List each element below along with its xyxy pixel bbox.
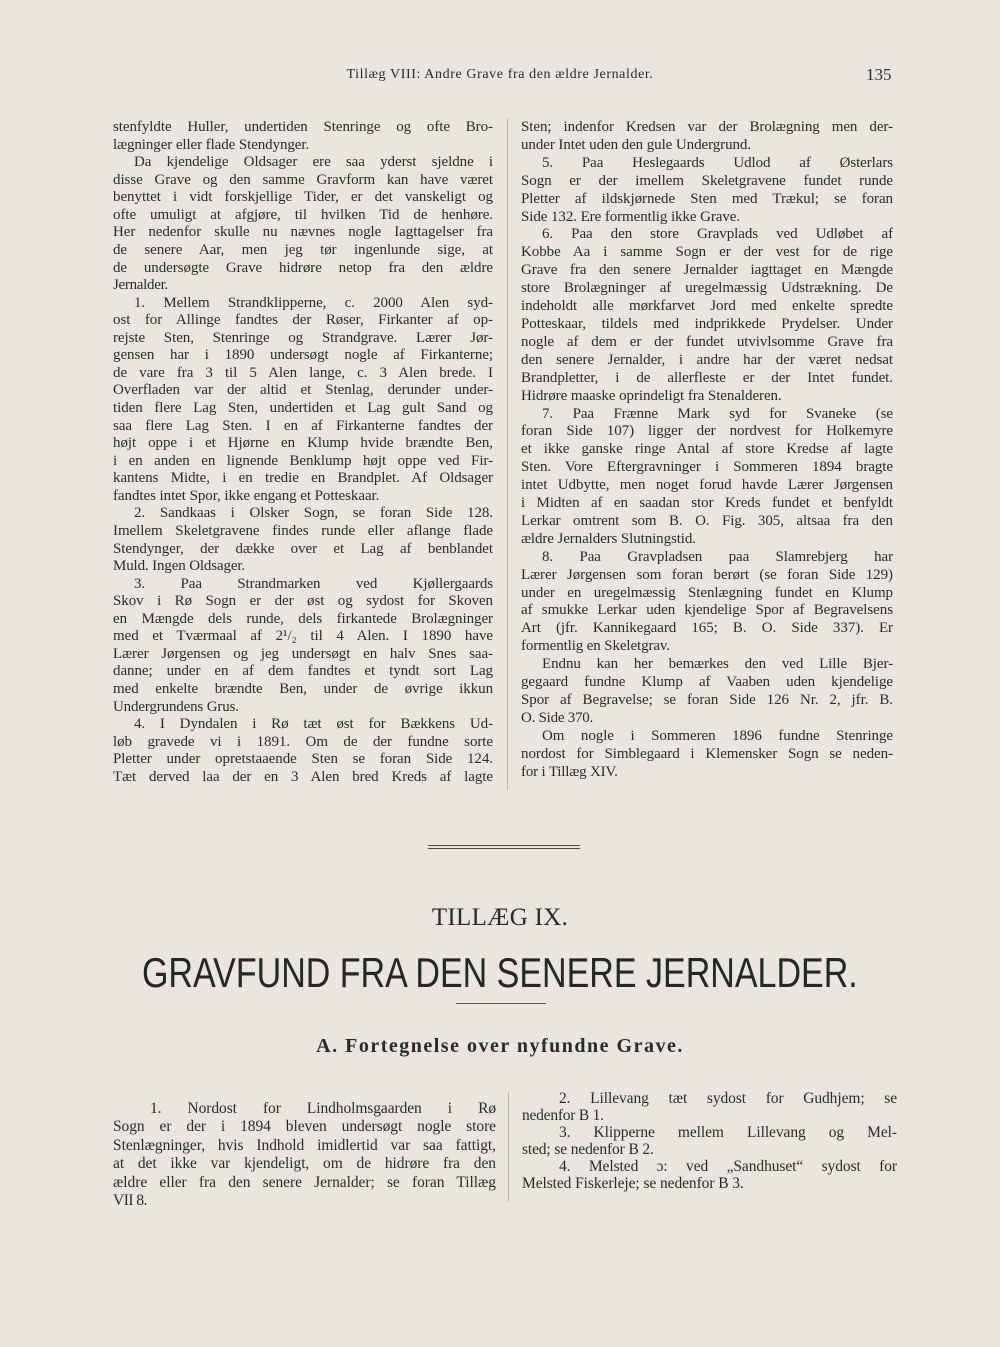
- text-line: 4. Melsted ɔ: ved „Sandhuset“ sydost for: [559, 1158, 897, 1175]
- text-line: Sten; indenfor Kredsen var der Brolægning men der-: [521, 119, 893, 135]
- text-line: højt oppe i et Hjørne en Klump hvide brændte Ben,: [113, 435, 493, 452]
- text-line: 2. Sandkaas i Olsker Sogn, se foran Side 128.: [134, 505, 493, 522]
- text-line: et ikke ganske ringe Antal af store Kredse af lagte: [521, 441, 893, 458]
- title-rule: [456, 1003, 546, 1004]
- paragraph: [113, 716, 493, 786]
- text-line: Lerkar omtrent som B. O. Fig. 305, altsaa fra den: [521, 512, 893, 529]
- text-line: med enkelte brændte Ben, under de øvrige ikkun: [113, 681, 493, 697]
- text-line: ofte umuligt at afgjøre, til hvilken Tid de henhøre.: [113, 206, 493, 223]
- text-line: Sogn er der i 1894 bleven undersøgt nogle store: [113, 1118, 496, 1136]
- text-line: Her nedenfor skulle nu nævnes nogle Iagttagelser fra: [113, 224, 493, 241]
- text-line: under en uregelmæssig Stenlægning fundet en Klump: [521, 584, 893, 601]
- text-line: sted; se nedenfor B 2.: [522, 1141, 654, 1158]
- text-line: Potteskaar, tildels med indprikkede Prydelser. Under: [521, 315, 893, 332]
- text-line: for i Tillæg XIV.: [521, 763, 618, 780]
- text-line: 3. Klipperne mellem Lillevang og Mel-: [559, 1124, 897, 1141]
- text-line: Side 132. Ere formentlig ikke Grave.: [521, 208, 741, 225]
- text-line: under Intet uden den gule Undergrund.: [521, 136, 751, 153]
- text-line: Melsted Fiskerleje; se nedenfor B 3.: [522, 1175, 744, 1192]
- text-line: Brandpletter, i de allerfleste er der Intet fundet.: [521, 369, 893, 386]
- text-line: Muld. Ingen Oldsager.: [113, 558, 245, 575]
- text-line: Jernalder.: [113, 277, 168, 294]
- text-line: gegaard fundne Klump af Vaaben uden kjendelige: [521, 674, 893, 691]
- text-line: 2. Lillevang tæt sydost for Gudhjem; se: [559, 1090, 897, 1107]
- paragraph: [522, 1158, 897, 1192]
- text-line: Pletter under opretstaaende Sten se foran Side 124.: [113, 751, 493, 768]
- text-line: Pletter af ildskjørnede Sten med Trækul; se foran: [521, 190, 893, 207]
- text-line: den senere Jernalder, i andre har der været nedsat: [521, 351, 893, 368]
- appendix-label: TILLÆG IX.: [431, 904, 569, 931]
- appendix-title: GRAVFUND FRA DEN SENERE JERNALDER.: [142, 949, 858, 996]
- text-line: at det ikke var kjendeligt, om de hidrøre fra den: [113, 1155, 496, 1173]
- text-line: indeholdt alle mørkfarvet Jord med enkelte spredte: [521, 298, 893, 315]
- text-line: de vare fra 3 til 5 Alen lange, c. 3 Alen brede. I: [113, 364, 493, 381]
- text-line: Sogn er der imellem Skeletgravene fundet runde: [521, 172, 893, 189]
- text-line: i en anden en lignende Benklump højt oppe ved Fir-: [113, 452, 493, 469]
- page-number: 135: [866, 65, 892, 84]
- text-line: nedenfor B 1.: [522, 1107, 604, 1124]
- text-line: rejste Sten, Stenringe og Strandgrave. Lærer Jør-: [113, 329, 493, 346]
- text-line: Undergrundens Grus.: [113, 698, 239, 715]
- text-line: i Midten af en saadan stor Kreds fundet et benfyldt: [521, 495, 893, 512]
- text-line: Grave fra den senere Jernalder iagttaget en Mængde: [521, 262, 893, 279]
- running-title: Tillæg VIII: Andre Grave fra den ældre Jernalder.: [346, 67, 654, 82]
- text-line: Stenlægninger, hvis Indhold imidlertid var saa fattigt,: [113, 1136, 496, 1154]
- section-a-right-column: [522, 1090, 897, 1192]
- text-line: af smukke Lerkar uden kjendelige Spor af Begravelsens: [521, 602, 893, 619]
- text-line: fandtes intet Spor, ikke engang et Potteskaar.: [113, 487, 380, 504]
- text-line: saa flere Lag Sten. I en af Firkanterne fandtes der: [113, 417, 493, 434]
- text-line: danne; under en af dem fandtes et tyndt sort Lag: [113, 663, 493, 680]
- paragraph: [113, 154, 493, 295]
- left-text-column: [113, 119, 493, 786]
- paragraph: [521, 656, 893, 728]
- text-line: Hidrøre maaske oprindeligt fra Stenalderen.: [521, 387, 782, 404]
- text-line: de undersøgte Grave hidrøre netop fra den ældre: [113, 259, 493, 276]
- paragraph: [113, 505, 493, 575]
- text-line: Endnu kan her bemærkes den ved Lille Bjer-: [542, 656, 893, 673]
- text-line: 6. Paa den store Gravplads ved Udløbet af: [542, 226, 893, 243]
- text-line: nordost for Simblegaard i Klemensker Sogn se neden-: [521, 745, 893, 762]
- text-line: tiden flere Lag Sten, undertiden et Lag gult Sand og: [113, 400, 493, 416]
- text-line: ældre Jernalders Slutningstid.: [521, 530, 696, 547]
- text-line: 7. Paa Frænne Mark syd for Svaneke (se: [542, 405, 893, 422]
- text-line: intet Udbytte, men noget forud havde Lærer Jørgensen: [521, 477, 893, 494]
- text-line: nogle af dem er der fundet utvivlsomme Grave fra: [521, 333, 893, 350]
- text-line: 5. Paa Heslegaards Udlod af Østerlars: [542, 154, 893, 171]
- text-line: Lærer Jørgensen som foran berørt (se foran Side 129): [521, 566, 893, 583]
- paragraph: [521, 119, 893, 155]
- text-line: foran Side 107) ligger der nordvest for Holkemyre: [521, 423, 893, 440]
- column-divider: [507, 118, 508, 790]
- text-line: stenfyldte Huller, undertiden Stenringe og ofte Bro-: [113, 119, 493, 135]
- text-line: løb gravede vi i 1891. Om de der fundne sorte: [113, 733, 493, 750]
- paragraph: [521, 226, 893, 405]
- paragraph: [522, 1124, 897, 1158]
- paragraph: [521, 155, 893, 227]
- text-line: VII 8.: [113, 1192, 148, 1210]
- text-line: Art (jfr. Kannikegaard 165; B. O. Side 337). Er: [521, 620, 893, 637]
- text-line: lægninger eller flade Stendynger.: [113, 136, 310, 153]
- text-line: med et Tværmaal af 2¹/₂ til 4 Alen. I 1890 have: [113, 628, 493, 645]
- text-line: ældre eller fra den senere Jernalder; se foran Tillæg: [113, 1173, 496, 1191]
- text-line: gensen har i 1890 undersøgt nogle af Firkanterne;: [113, 347, 493, 364]
- text-line: Stendynger, der dække over et Lag af benblandet: [113, 540, 493, 557]
- section-heading: A. Fortegnelse over nyfundne Grave.: [316, 1035, 684, 1057]
- paragraph: [521, 549, 893, 656]
- text-line: Lærer Jørgensen og jeg undersøgt en halv Snes saa-: [113, 645, 493, 662]
- text-line: 3. Paa Strandmarken ved Kjøllergaards: [134, 575, 493, 592]
- text-line: de senere Aar, men jeg tør ingenlunde sige, at: [113, 241, 493, 258]
- text-line: benyttet i vidt forskjellige Tider, er det vanskeligt og: [113, 189, 493, 206]
- paragraph: [113, 119, 493, 154]
- text-line: Imellem Skeletgravene findes runde eller aflange flade: [113, 522, 493, 539]
- text-line: formentlig en Skeletgrav.: [521, 638, 670, 655]
- text-line: Kobbe Aa i samme Sogn er der vest for de rige: [521, 244, 893, 261]
- paragraph: [113, 1100, 496, 1210]
- text-line: Da kjendelige Oldsager ere saa yderst sjeldne i: [134, 154, 493, 171]
- text-line: 8. Paa Gravpladsen paa Slamrebjerg har: [542, 548, 893, 565]
- text-line: store Brolægninger af uregelmæssig Udstrækning. De: [521, 280, 893, 297]
- text-line: 1. Nordost for Lindholmsgaarden i Rø: [150, 1100, 496, 1117]
- text-line: 1. Mellem Strandklipperne, c. 2000 Alen syd-: [134, 294, 493, 311]
- text-line: O. Side 370.: [521, 709, 593, 726]
- appendix-title-row: [0, 949, 1000, 1004]
- right-text-column: [521, 119, 893, 782]
- text-line: 4. I Dyndalen i Rø tæt øst for Bækkens Ud-: [134, 716, 493, 733]
- text-line: Om nogle i Sommeren 1896 fundne Stenringe: [542, 727, 893, 744]
- text-line: en Mængde dels runde, dels firkantede Brolægninger: [113, 610, 493, 627]
- text-line: Tæt derved laa der en 3 Alen bred Kreds af lagte: [113, 768, 493, 785]
- paragraph: [521, 728, 893, 782]
- text-line: Overfladen var der altid et Stenlag, derunder under-: [113, 382, 493, 399]
- text-line: Spor af Begravelse; se foran Side 126 Nr. 2, jfr. B.: [521, 692, 893, 708]
- paragraph: [113, 295, 493, 506]
- section-a-left-column: [113, 1100, 496, 1210]
- paragraph: [522, 1090, 897, 1124]
- paragraph: [521, 406, 893, 549]
- text-line: Skov i Rø Sogn er der øst og sydost for Skoven: [113, 593, 493, 610]
- section-divider-rule: [428, 845, 580, 849]
- paragraph: [113, 576, 493, 717]
- text-line: Sten. Vore Eftergravninger i Sommeren 1894 bragte: [521, 459, 893, 476]
- text-line: disse Grave og den samme Gravform kan have været: [113, 171, 493, 188]
- text-line: ost for Allinge fandtes der Røser, Firkanter af op-: [113, 312, 493, 329]
- text-line: kantens Midte, i en tredie en Brandplet. Af Oldsager: [113, 470, 493, 487]
- column-divider-bottom: [508, 1092, 509, 1202]
